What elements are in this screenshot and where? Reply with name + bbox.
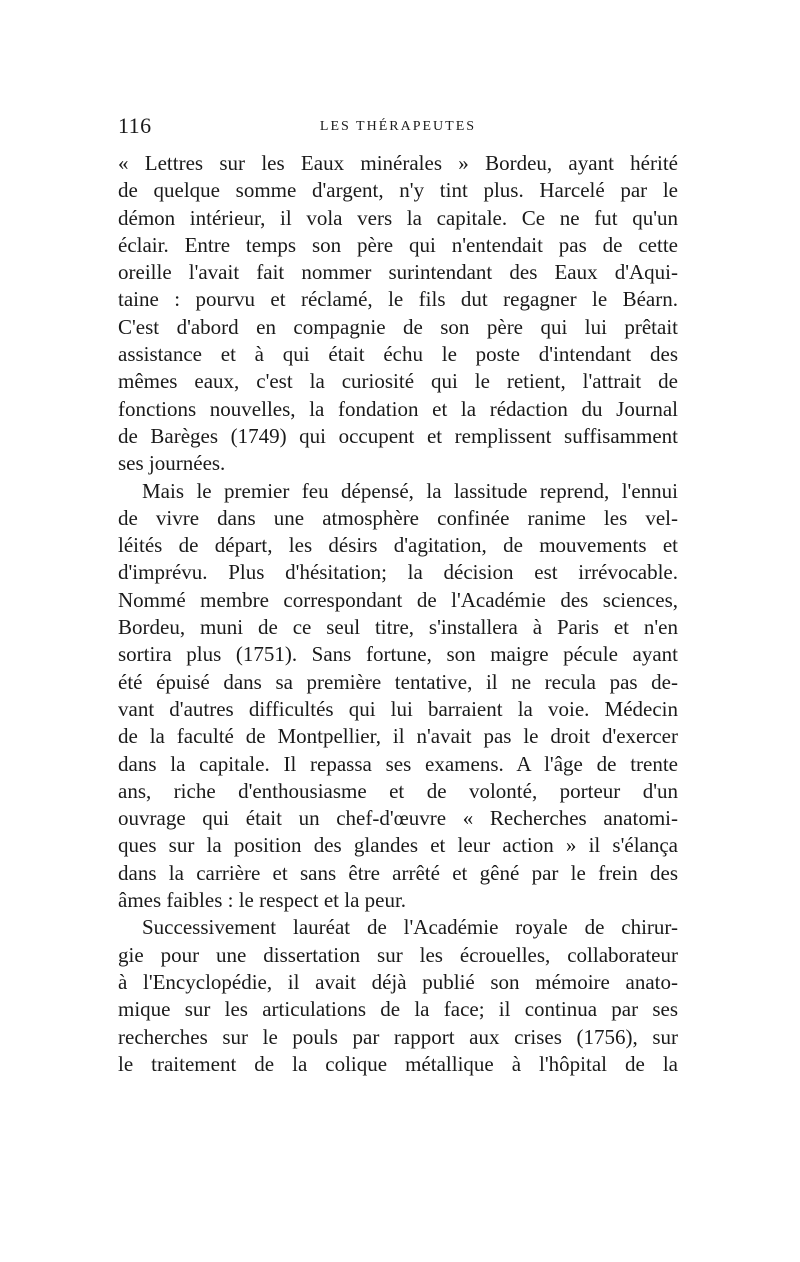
paragraph [118, 914, 678, 1078]
page-header [118, 113, 678, 143]
text-line: ses journées. [118, 451, 226, 476]
text-line: sortira plus (1751). Sans fortune, son maigre pécule ayant [118, 642, 678, 667]
text-line: de Barèges (1749) qui occupent et remplissent suffisamment [118, 423, 678, 448]
text-line: mêmes eaux, c'est la curiosité qui le retient, l'attrait de [118, 369, 678, 394]
text-line: âmes faibles : le respect et la peur. [118, 888, 407, 913]
text-line: de quelque somme d'argent, n'y tint plus. Harcelé par le [118, 178, 678, 203]
text-line: d'imprévu. Plus d'hésitation; la décision est irrévocable. [118, 560, 678, 585]
text-line: léités de départ, les désirs d'agitation, de mouvements et [118, 533, 678, 558]
text-line: gie pour une dissertation sur les écrouelles, collaborateur [118, 942, 678, 967]
text-line: oreille l'avait fait nommer surintendant des Eaux d'Aqui- [118, 260, 678, 285]
text-line: à l'Encyclopédie, il avait déjà publié son mémoire anato- [118, 969, 678, 994]
text-line: ques sur la position des glandes et leur action » il s'élança [118, 833, 678, 858]
text-line: assistance et à qui était échu le poste d'intendant des [118, 342, 678, 367]
text-line: fonctions nouvelles, la fondation et la rédaction du Journal [118, 396, 678, 421]
text-line: vant d'autres difficultés qui lui barraient la voie. Médecin [118, 696, 678, 721]
text-line: Mais le premier feu dépensé, la lassitude reprend, l'ennui [142, 478, 678, 503]
page-body [118, 150, 678, 1078]
text-line: le traitement de la colique métallique à l'hôpital de la [118, 1051, 678, 1076]
running-head: LES THÉRAPEUTES [319, 119, 477, 134]
page-number: 116 [118, 113, 152, 138]
text-line: Bordeu, muni de ce seul titre, s'installera à Paris et n'en [118, 615, 678, 640]
text-line: dans la capitale. Il repassa ses examens. A l'âge de trente [118, 751, 678, 776]
paragraph [118, 150, 678, 478]
text-line: Successivement lauréat de l'Académie royale de chirur- [142, 915, 678, 940]
text-line: ouvrage qui était un chef-d'œuvre « Recherches anatomi- [118, 806, 678, 831]
text-line: dans la carrière et sans être arrêté et gêné par le frein des [118, 860, 678, 885]
text-line: de vivre dans une atmosphère confinée ranime les vel- [118, 505, 678, 530]
text-line: « Lettres sur les Eaux minérales » Bordeu, ayant hérité [118, 151, 678, 175]
text-line: de la faculté de Montpellier, il n'avait pas le droit d'exercer [118, 724, 678, 749]
text-line: taine : pourvu et réclamé, le fils dut regagner le Béarn. [118, 287, 678, 312]
text-line: C'est d'abord en compagnie de son père qui lui prêtait [118, 314, 678, 339]
text-line: été épuisé dans sa première tentative, il ne recula pas de- [118, 669, 678, 694]
text-line: Nommé membre correspondant de l'Académie des sciences, [118, 587, 678, 612]
text-line: ans, riche d'enthousiasme et de volonté, porteur d'un [118, 778, 678, 803]
text-line: démon intérieur, il vola vers la capitale. Ce ne fut qu'un [118, 205, 678, 230]
text-line: recherches sur le pouls par rapport aux crises (1756), sur [118, 1024, 678, 1049]
text-line: éclair. Entre temps son père qui n'entendait pas de cette [118, 232, 678, 257]
text-line: mique sur les articulations de la face; il continua par ses [118, 997, 678, 1022]
paragraph [118, 478, 678, 915]
